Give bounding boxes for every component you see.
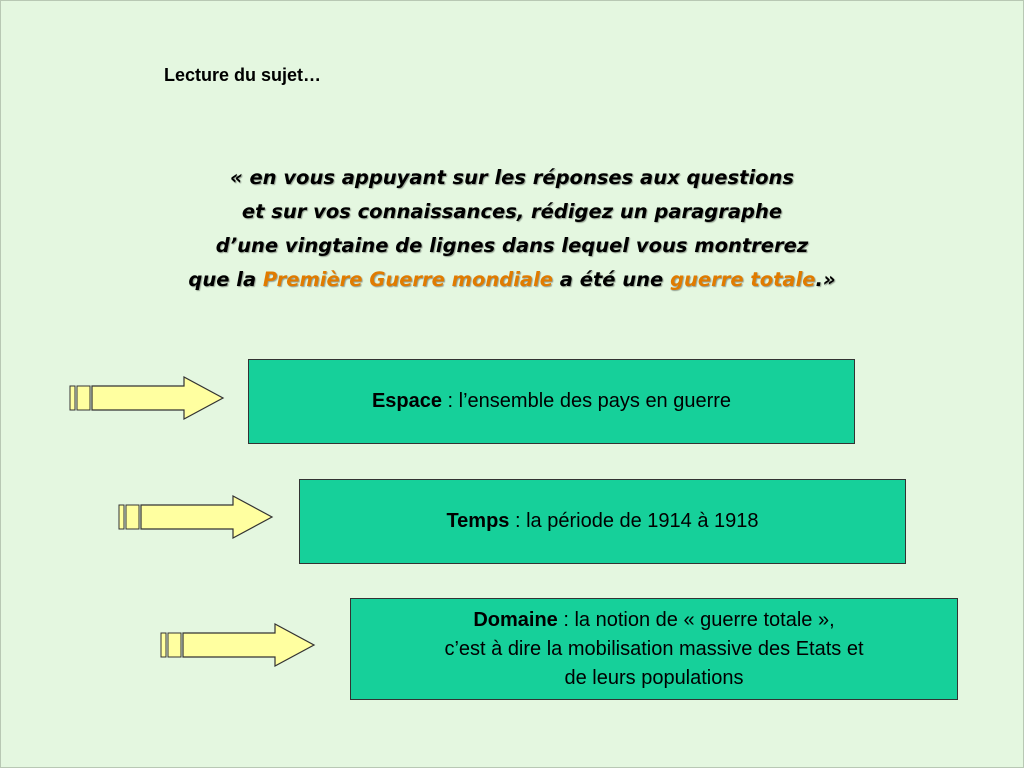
quote-line-4 [1, 263, 1023, 297]
quote-line-4-suffix: .» [815, 268, 836, 291]
temps-definition: : la période de 1914 à 1918 [509, 510, 759, 532]
open-guillemet: « [229, 166, 243, 189]
espace-text [372, 390, 731, 413]
domaine-term: Domaine [473, 608, 558, 631]
assignment-quote [1, 161, 1023, 297]
espace-definition: : l’ensemble des pays en guerre [442, 390, 732, 412]
domaine-line-2: c’est à dire la mobilisation massive des Etats et [444, 637, 864, 660]
quote-line-1-text: en vous appuyant sur les réponses aux questions [242, 166, 795, 189]
quote-line-4-middle: a été une [552, 268, 671, 291]
temps-text [446, 510, 758, 533]
quote-line-1 [1, 161, 1023, 195]
domaine-line-1 [444, 606, 863, 635]
domaine-text [444, 606, 863, 693]
quote-line-2: et sur vos connaissances, rédigez un paragraphe [241, 200, 783, 223]
slide-heading: Lecture du sujet… [164, 65, 322, 85]
quote-line-3: d’une vingtaine de lignes dans lequel vous montrerez [215, 234, 809, 257]
temps-term: Temps [446, 510, 510, 532]
espace-term: Espace [371, 390, 442, 412]
espace-box [248, 359, 855, 444]
striped-arrow-icon [67, 375, 229, 421]
striped-arrow-icon [116, 494, 278, 540]
quote-line-4-prefix: que la [188, 268, 263, 291]
temps-box [299, 479, 906, 564]
striped-arrow-icon [158, 622, 320, 668]
domaine-definition: : la notion de « guerre totale », [557, 608, 835, 631]
domaine-line-3: de leurs populations [564, 666, 744, 689]
domaine-box [350, 598, 958, 700]
highlight-first-world-war: Première Guerre mondiale [262, 268, 553, 291]
highlight-total-war: guerre totale [670, 268, 816, 291]
